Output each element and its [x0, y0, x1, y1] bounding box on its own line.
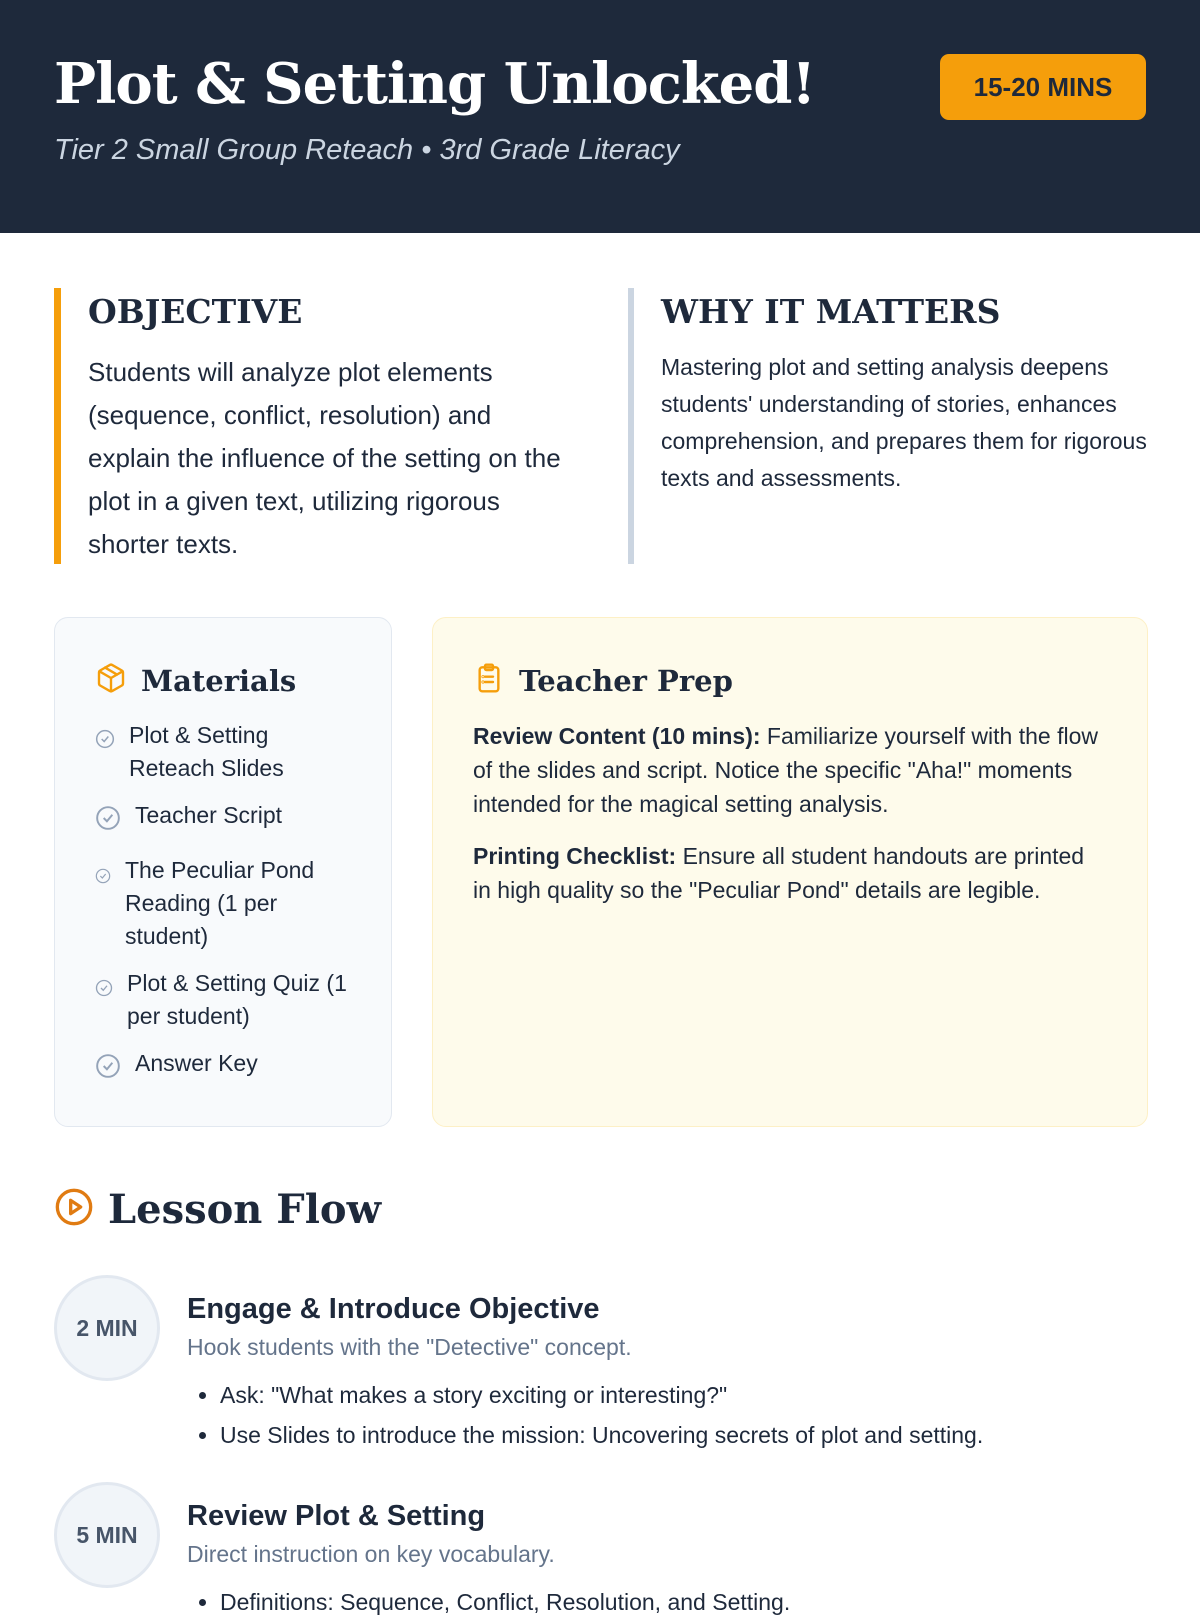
- step-time-badge: 5 MIN: [54, 1482, 160, 1588]
- step-title: Engage & Introduce Objective: [187, 1293, 600, 1325]
- material-item: [95, 854, 351, 953]
- prep-review-paragraph: [473, 719, 1107, 821]
- lesson-flow-heading: Lesson Flow: [108, 1186, 382, 1233]
- page-subtitle: Tier 2 Small Group Reteach • 3rd Grade Literacy: [54, 133, 680, 166]
- lesson-flow-header: [54, 1186, 381, 1233]
- prep-printing-text: Ensure all student handouts are printed in high quality so the "Peculiar Pond" details are legible.: [473, 843, 1085, 903]
- material-label: Answer Key: [135, 1050, 258, 1076]
- check-circle-icon: [95, 860, 111, 893]
- material-item: [95, 967, 351, 1033]
- prep-printing-paragraph: [473, 839, 1107, 907]
- package-icon: [95, 662, 127, 699]
- play-circle-icon: [54, 1187, 94, 1232]
- objective-section: [54, 288, 568, 564]
- material-label: Teacher Script: [135, 802, 283, 828]
- step-bullets: [187, 1582, 1147, 1622]
- material-label: The Peculiar Pond Reading (1 per student): [125, 857, 315, 949]
- step-title: Review Plot & Setting: [187, 1500, 486, 1532]
- material-item: [95, 719, 351, 785]
- step-bullet: • Ask: "What makes a story exciting or interesting?": [220, 1375, 1147, 1415]
- page-title: Plot & Setting Unlocked!: [54, 51, 816, 117]
- clipboard-icon: [473, 662, 505, 699]
- step-description: Direct instruction on key vocabulary.: [187, 1541, 555, 1567]
- materials-card: [54, 617, 392, 1127]
- materials-header: [95, 662, 351, 699]
- step-time-badge: 2 MIN: [54, 1275, 160, 1381]
- why-heading: WHY IT MATTERS: [661, 292, 1001, 331]
- material-label: Plot & Setting Quiz (1 per student): [127, 970, 347, 1029]
- step-bullet: • Use Slides to introduce the mission: Uncovering secrets of plot and setting.: [220, 1415, 1147, 1455]
- step-description: Hook students with the "Detective" concept.: [187, 1334, 632, 1360]
- page-header: [0, 0, 1200, 233]
- material-item: [95, 1047, 351, 1088]
- prep-heading: Teacher Prep: [519, 663, 733, 698]
- intro-row: [54, 288, 1148, 564]
- check-circle-icon: [95, 973, 113, 1006]
- check-circle-icon: [95, 805, 121, 840]
- step-body: [187, 1293, 1147, 1455]
- material-item: [95, 799, 351, 840]
- check-circle-icon: [95, 1053, 121, 1088]
- prep-review-label: Review Content (10 mins):: [473, 723, 761, 749]
- objective-heading: OBJECTIVE: [88, 292, 303, 331]
- prep-review-text: Familiarize yourself with the flow of the slides and script. Notice the specific "Aha!" moments intended for the magical setting analysis.: [473, 723, 1098, 817]
- material-label: Plot & Setting Reteach Slides: [129, 722, 284, 781]
- why-section: [628, 288, 1148, 564]
- teacher-prep-card: [432, 617, 1148, 1127]
- prep-header: [473, 662, 1107, 699]
- materials-list: [95, 719, 351, 1088]
- prep-printing-label: Printing Checklist:: [473, 843, 677, 869]
- step-body: [187, 1500, 1147, 1622]
- materials-heading: Materials: [141, 663, 297, 698]
- check-circle-icon: [95, 725, 115, 758]
- step-bullets: [187, 1375, 1147, 1455]
- step-bullet: • Definitions: Sequence, Conflict, Resolution, and Setting.: [220, 1582, 1147, 1622]
- objective-text: Students will analyze plot elements (sequence, conflict, resolution) and explain the influence of the setting on the plot in a given text, utilizing rigorous shorter texts.: [88, 357, 561, 559]
- duration-badge: 15-20 MINS: [940, 54, 1146, 120]
- why-text: Mastering plot and setting analysis deepens students' understanding of stories, enhances comprehension, and prepares them for rigorous texts and assessments.: [661, 354, 1147, 491]
